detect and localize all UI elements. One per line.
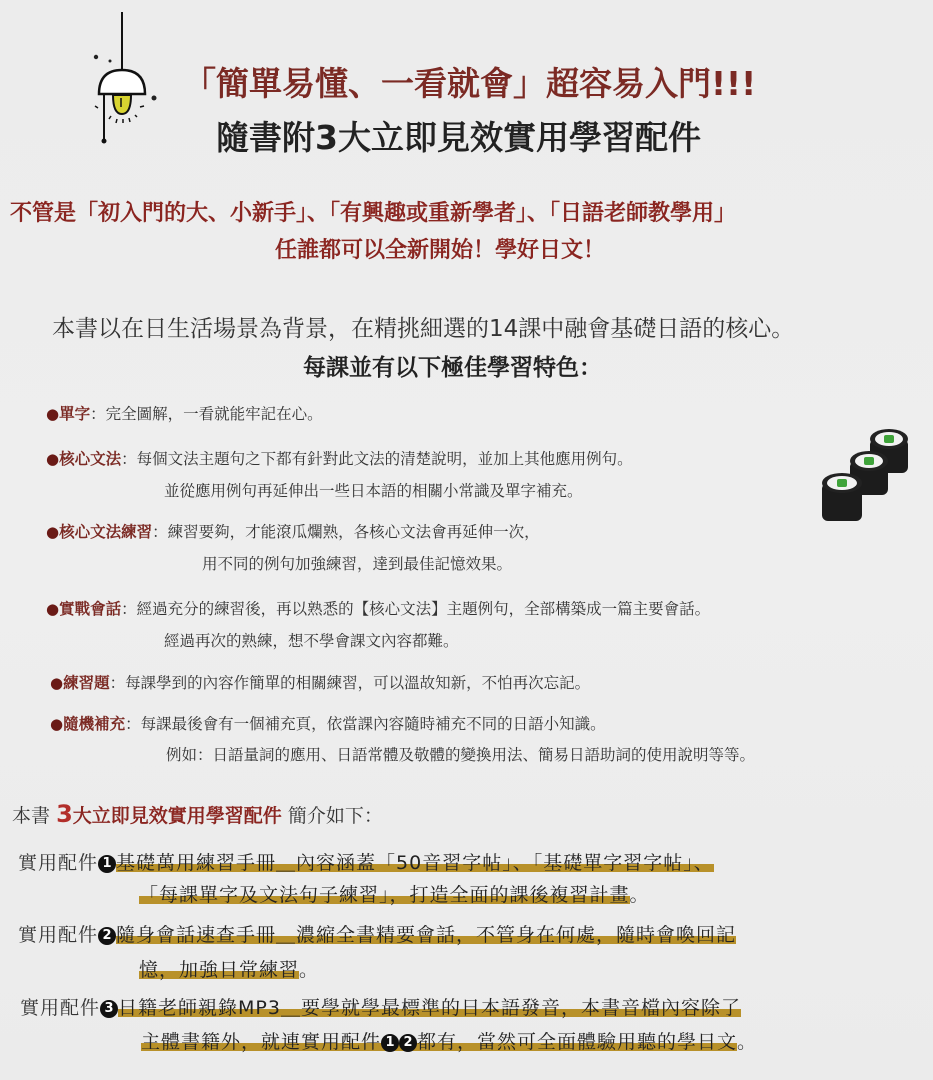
feature-label: 核心文法練習 xyxy=(59,523,153,541)
feature-text-continued: 用不同的例句加強練習，達到最佳記憶效果。 xyxy=(202,555,513,573)
feature-text-continued: 例如：日語量詞的應用、日語常體及敬體的變換用法、簡易日語助詞的使用說明等等。 xyxy=(166,746,756,764)
intro-subheading: 每課並有以下極佳學習特色： xyxy=(303,355,602,381)
feature-core-grammar xyxy=(46,447,633,500)
feature-text: ：每個文法主題句之下都有針對此文法的清楚說明，並加上其他應用例句。 xyxy=(121,450,633,468)
feature-text: ：練習要夠，才能滾瓜爛熟，各核心文法會再延伸一次， xyxy=(152,523,540,541)
accessory-item-3 xyxy=(20,993,741,1020)
number-badge-icon: 3 xyxy=(100,1000,118,1018)
number-badge-icon: 2 xyxy=(399,1034,417,1052)
accessory-text: 基礎萬用練習手冊＿內容涵蓋「50音習字帖」、「基礎單字習字帖」、 xyxy=(116,852,714,874)
accessory-text-part: 主體書籍外，就連實用配件 xyxy=(141,1031,382,1053)
bullet-icon: ● xyxy=(46,450,60,468)
heading-suffix: 簡介如下： xyxy=(287,805,383,827)
feature-label: 單字 xyxy=(59,405,91,423)
feature-label: 實戰會話 xyxy=(59,600,122,618)
bullet-icon: ● xyxy=(50,715,64,733)
accessory-prefix: 實用配件 xyxy=(18,852,99,874)
accessory-item-2-continued xyxy=(139,955,319,982)
feature-grammar-practice xyxy=(46,520,540,573)
heading-number: 3 xyxy=(56,800,73,828)
accessory-text: 日籍老師親錄MP3＿要學就學最標準的日本語發音，本書音檔內容除了 xyxy=(118,997,741,1019)
accessory-prefix: 實用配件 xyxy=(20,997,101,1019)
feature-text: ：完全圖解，一看就能牢記在心。 xyxy=(90,405,323,423)
accessory-item-1 xyxy=(18,848,714,875)
period: 。 xyxy=(737,1031,758,1053)
feature-text-continued: 並從應用例句再延伸出一些日本語的相關小常識及單字補充。 xyxy=(164,482,583,500)
feature-exercises xyxy=(50,671,590,693)
accessory-item-1-continued xyxy=(139,880,650,907)
accessory-item-3-continued xyxy=(141,1027,757,1054)
feature-text: ：每課學到的內容作簡單的相關練習，可以溫故知新，不怕再次忘記。 xyxy=(109,674,591,692)
bullet-icon: ● xyxy=(50,674,64,692)
feature-supplement xyxy=(50,712,756,764)
number-badge-icon: 2 xyxy=(98,927,116,945)
feature-vocabulary xyxy=(46,402,323,424)
audience-tagline: 任誰都可以全新開始！學好日文！ xyxy=(275,238,606,263)
feature-text: ：每課最後會有一個補充頁，依當課內容隨時補充不同的日語小知識。 xyxy=(125,715,606,733)
feature-text-continued: 經過再次的熟練，想不學會課文內容都難。 xyxy=(164,632,459,650)
accessory-item-2 xyxy=(18,920,736,947)
heading-title: 大立即見效實用學習配件 xyxy=(72,805,282,827)
number-badge-icon: 1 xyxy=(98,855,116,873)
headline-subtitle: 隨書附3大立即見效實用學習配件 xyxy=(216,118,701,157)
accessory-text: 隨身會話速查手冊＿濃縮全書精要會話，不管身在何處，隨時會喚回記 xyxy=(116,924,737,946)
feature-label: 核心文法 xyxy=(59,450,122,468)
period: 。 xyxy=(299,959,320,981)
feature-conversation xyxy=(46,597,711,650)
sushi-rolls-icon xyxy=(800,425,918,530)
lightbulb-lamp-icon xyxy=(85,10,160,150)
accessory-text-continued: 「每課單字及文法句子練習」，打造全面的課後複習計畫 xyxy=(139,884,630,906)
bullet-icon: ● xyxy=(46,405,60,423)
feature-label: 隨機補充 xyxy=(63,715,126,733)
number-badge-icon: 1 xyxy=(381,1034,399,1052)
bullet-icon: ● xyxy=(46,600,60,618)
feature-label: 練習題 xyxy=(63,674,110,692)
audience-line: 不管是「初入門的大、小新手」、「有興趣或重新學者」、「日語老師教學用」 xyxy=(10,201,737,226)
intro-text: 本書以在日生活場景為背景，在精挑細選的14課中融會基礎日語的核心。 xyxy=(52,316,795,342)
accessory-text-continued xyxy=(141,1031,737,1053)
feature-text: ：經過充分的練習後，再以熟悉的【核心文法】主題例句，全部構築成一篇主要會話。 xyxy=(121,600,711,618)
accessory-text-continued: 憶，加強日常練習 xyxy=(139,959,300,981)
accessory-prefix: 實用配件 xyxy=(18,924,99,946)
accessories-heading xyxy=(12,800,383,828)
heading-prefix: 本書 xyxy=(12,805,51,827)
accessory-text-part: 都有，當然可全面體驗用聽的學日文 xyxy=(417,1031,738,1053)
headline-title: 「簡單易懂、一看就會」超容易入門!!! xyxy=(183,64,757,103)
period: 。 xyxy=(629,884,650,906)
bullet-icon: ● xyxy=(46,523,60,541)
